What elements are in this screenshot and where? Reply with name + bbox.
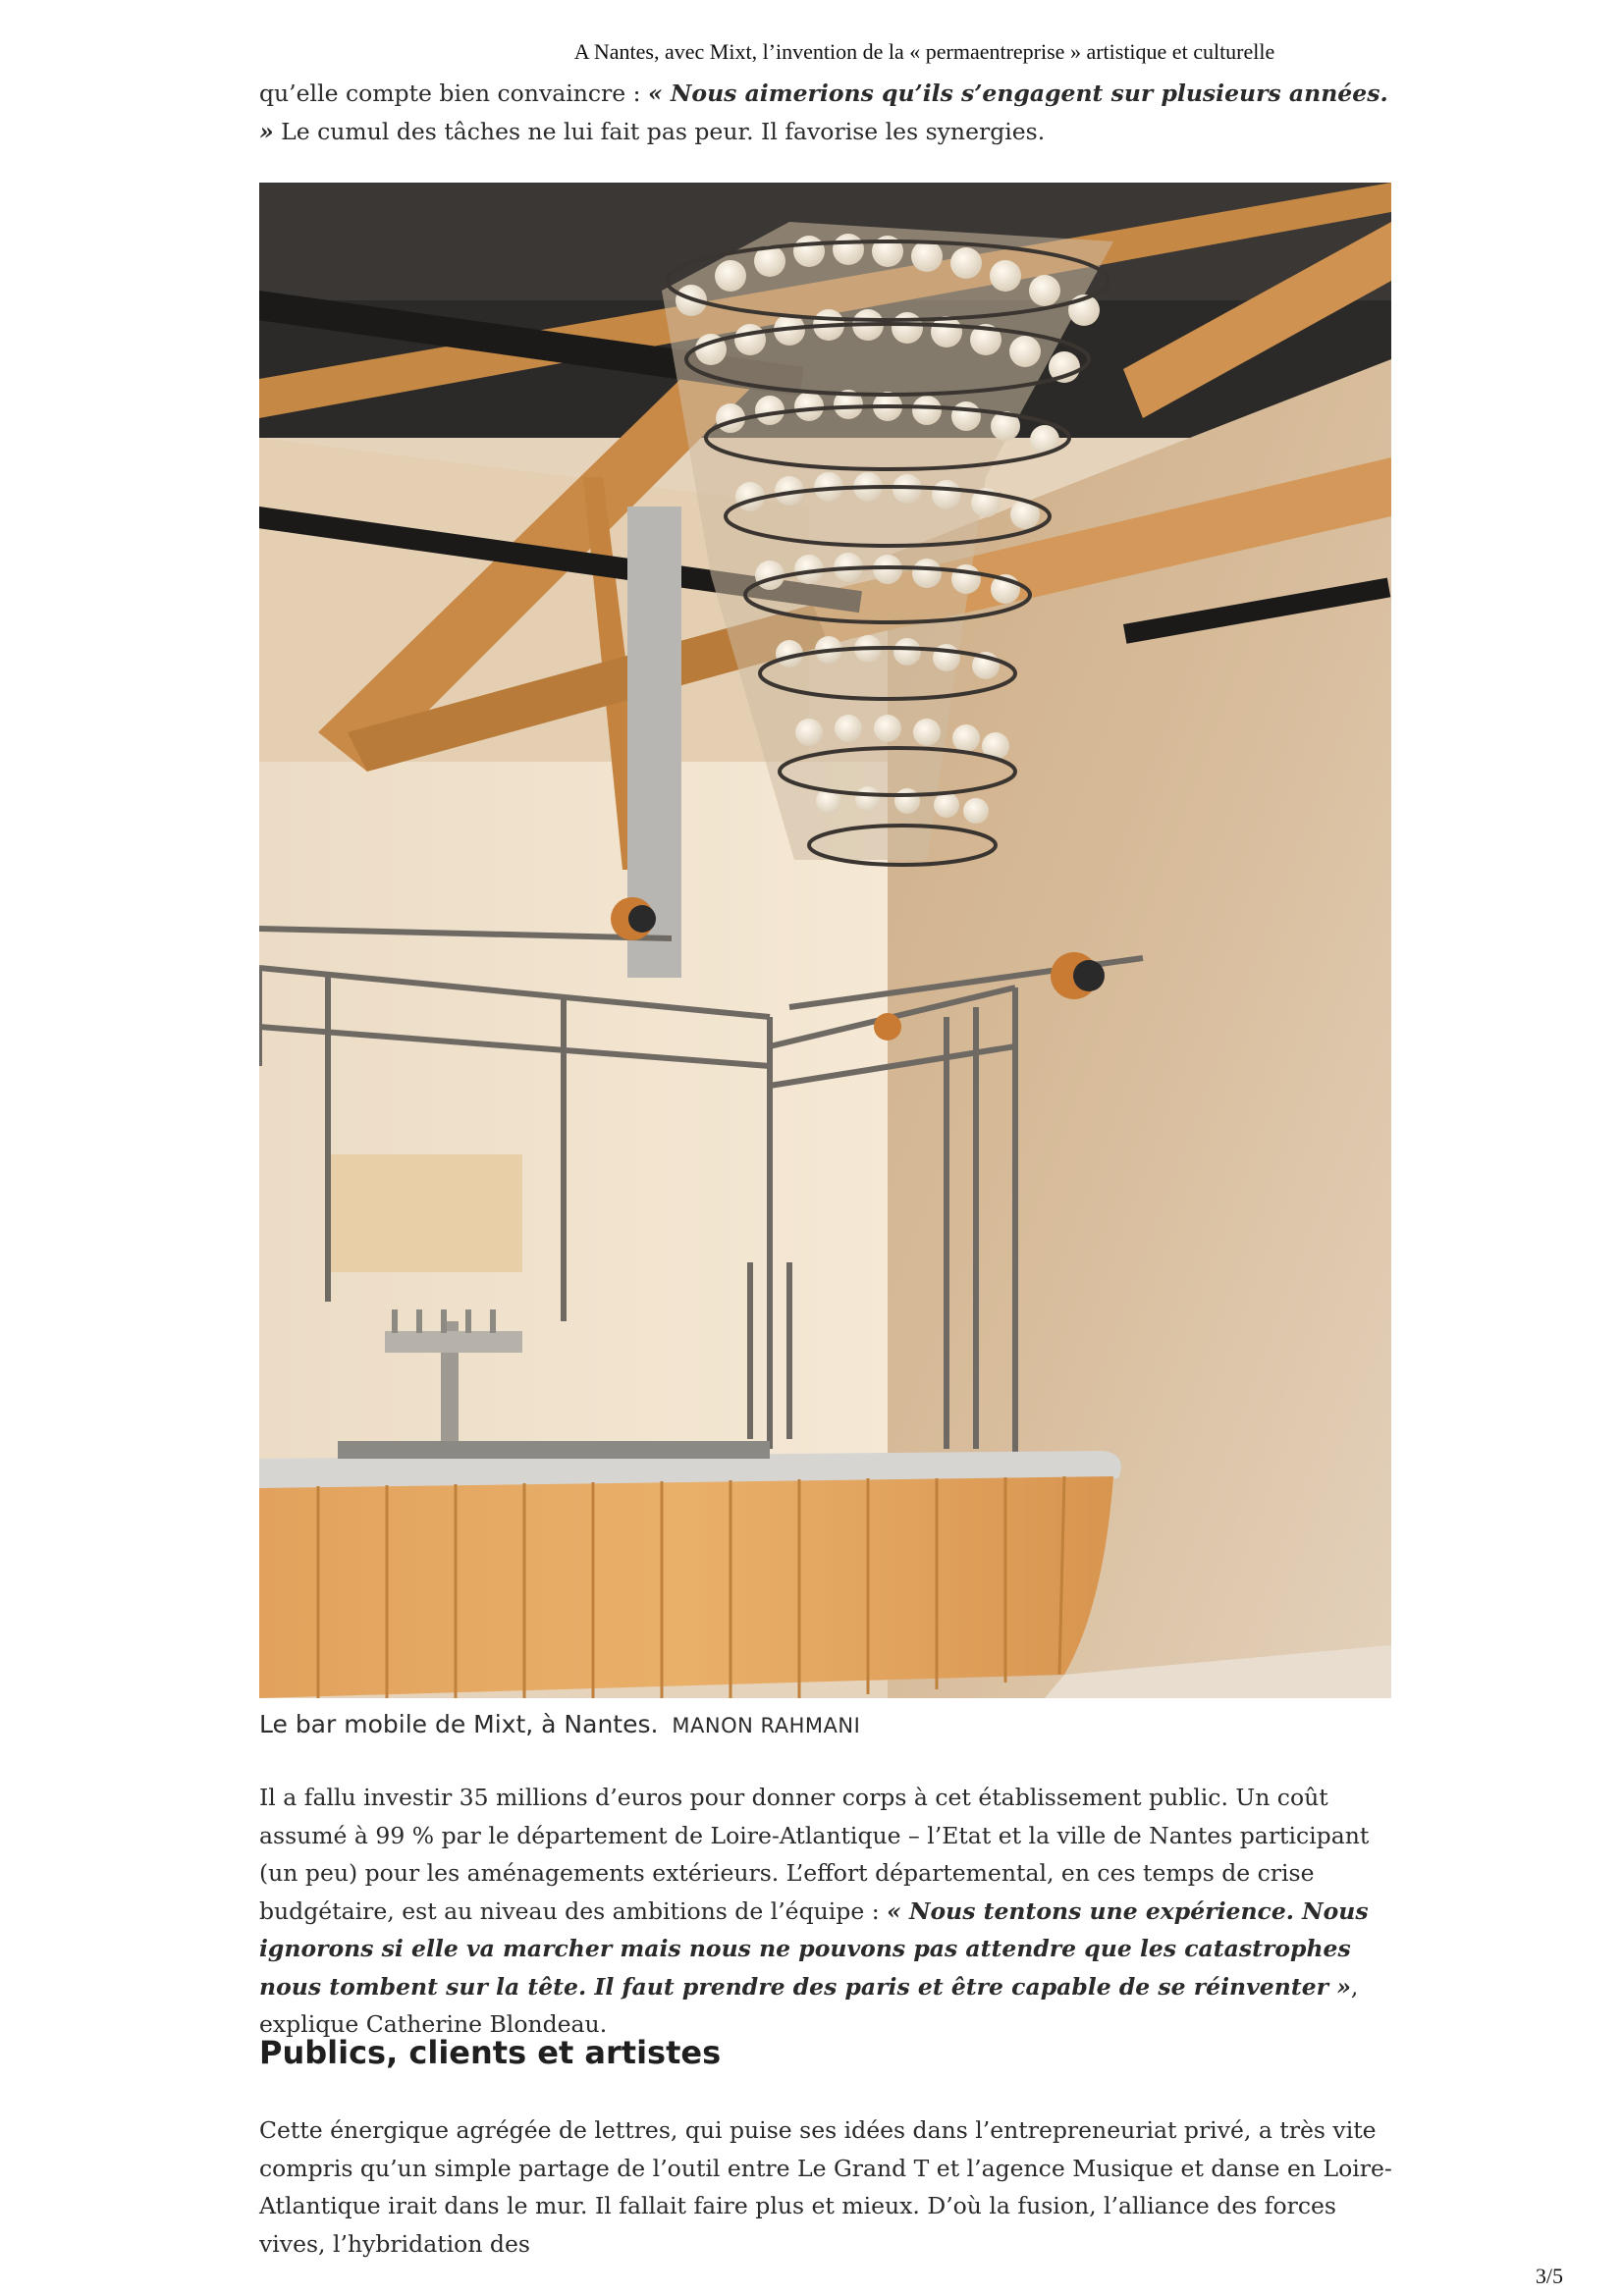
paragraph-text: qu’elle compte bien convaincre : (259, 80, 649, 107)
paragraph-intro (259, 75, 1398, 150)
photo-caption (259, 1710, 860, 1738)
article-photo (259, 183, 1391, 1698)
paragraph-fusion: Cette énergique agrégée de lettres, qui puise ses idées dans l’entrepreneuriat privé, a très vite compris qu’un simple partage de l’outil entre Le Grand T et l’agence Musique et danse en Loire-Atlantique irait dans le mur. Il fallait faire plus et mieux. D’où la fusion, l’alliance des forces vives, l’hybridation des (259, 2116, 1392, 2258)
paragraph-text: , explique Catherine Blondeau. (259, 1972, 1359, 2038)
paragraph-text: Il a fallu investir 35 millions d’euros pour donner corps à cet établissement public. Un coût assumé à 99 % par le département de Loire-Atlantique – l’Etat et la ville de Nantes participant (un peu) pour les aménagements extérieurs. L’effort départemental, en ces temps de crise budgétaire, est au niveau des ambitions de l’équipe : (259, 1784, 1370, 1925)
running-header: A Nantes, avec Mixt, l’invention de la « permaentreprise » artistique et culturelle (573, 39, 1275, 64)
caption-text: Le bar mobile de Mixt, à Nantes. (259, 1710, 659, 1738)
page-number: 3/5 (1535, 2264, 1563, 2288)
paragraph-text: Le cumul des tâches ne lui fait pas peur. Il favorise les synergies. (273, 117, 1046, 145)
section-heading: Publics, clients et artistes (259, 2034, 722, 2071)
photo-credit: MANON RAHMANI (672, 1714, 861, 1737)
chandelier-bar-photo-icon (259, 183, 1391, 1698)
quote: « Nous tentons une expérience. Nous ignorons si elle va marcher mais nous ne pouvons pas attendre que les catastrophes nous tombent sur la tête. Il faut prendre des paris et être capable de se réinventer » (259, 1896, 1369, 2001)
quote: « Nous aimerions qu’ils s’engagent sur plusieurs années. » (259, 80, 1388, 145)
paragraph-funding (259, 1779, 1398, 2044)
